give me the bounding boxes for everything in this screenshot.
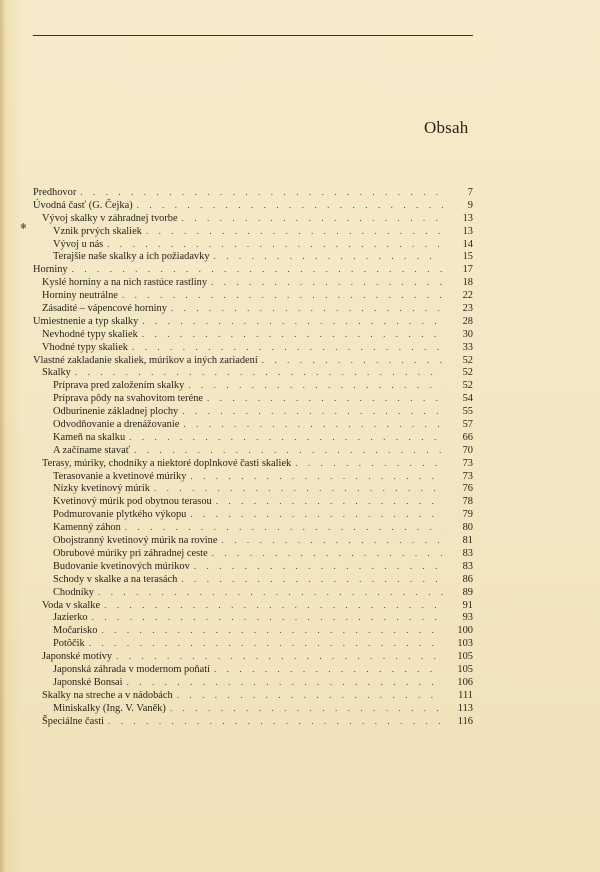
toc-entry-label: Nízky kvetinový múrik (53, 483, 150, 495)
toc-entry (33, 250, 473, 263)
toc-dot-leader (80, 186, 443, 199)
toc-entry-page-number: 103 (457, 638, 473, 650)
toc-entry-label: Obojstranný kvetinový múrik na rovine (53, 535, 218, 547)
toc-entry-row (53, 560, 473, 574)
toc-entry (33, 289, 473, 302)
toc-dot-leader (127, 676, 443, 689)
toc-entry-row (53, 418, 473, 432)
toc-entry-page-number: 30 (462, 328, 473, 340)
toc-entry-label: Japonské Bonsai (53, 676, 123, 688)
toc-entry-page-number: 70 (462, 444, 473, 456)
toc-entry-label: Potôčik (53, 638, 85, 650)
toc-entry-page-number: 81 (462, 535, 473, 547)
toc-entry (33, 521, 473, 534)
toc-entry (33, 702, 473, 715)
toc-dot-leader (212, 547, 443, 560)
toc-entry-label: Predhovor (33, 187, 77, 198)
toc-entry-page-number: 79 (462, 509, 473, 521)
toc-entry-row (53, 586, 473, 600)
toc-entry (33, 715, 473, 728)
toc-entry-label: Terajšie naše skalky a ich požiadavky (53, 251, 210, 263)
toc-entry-page-number: 33 (462, 341, 473, 353)
toc-entry-row (53, 405, 473, 419)
toc-entry-row (42, 341, 473, 355)
toc-entry-label: Príprava pred založením skalky (53, 380, 185, 392)
toc-entry (33, 586, 473, 599)
toc-entry-row (53, 482, 473, 496)
toc-entry (33, 457, 473, 470)
toc-entry-row (33, 263, 473, 277)
toc-entry-label: Močarisko (53, 625, 98, 637)
toc-entry-page-number: 52 (462, 380, 473, 392)
toc-dot-leader (108, 715, 443, 728)
toc-entry-row (42, 212, 473, 226)
toc-entry-page-number: 83 (462, 560, 473, 572)
toc-entry-row (53, 637, 473, 651)
toc-entry-page-number: 52 (462, 367, 473, 379)
toc-entry-row (42, 599, 473, 613)
toc-entry-row (53, 250, 473, 264)
toc-entry-label: Chodníky (53, 586, 94, 598)
toc-dot-leader (116, 650, 443, 663)
toc-entry (33, 650, 473, 663)
toc-entry-row (53, 470, 473, 484)
toc-entry-label: Kamenný záhon (53, 522, 121, 534)
toc-entry-row (42, 650, 473, 664)
toc-entry-row (53, 431, 473, 445)
toc-dot-leader (134, 444, 443, 457)
toc-entry (33, 611, 473, 624)
toc-entry (33, 508, 473, 521)
toc-entry-page-number: 17 (462, 264, 473, 276)
toc-dot-leader (122, 289, 443, 302)
toc-entry-label: Vývoj skalky v záhradnej tvorbe (42, 212, 178, 224)
toc-entry-label: Zásadité – vápencové horniny (42, 303, 167, 315)
toc-entry-label: Vhodné typy skaliek (42, 341, 128, 353)
toc-entry-page-number: 91 (462, 599, 473, 611)
toc-entry-page-number: 52 (462, 354, 473, 366)
toc-dot-leader (101, 624, 443, 637)
toc-entry-page-number: 86 (462, 573, 473, 585)
toc-entry-label: Miniskalky (Ing. V. Vaněk) (53, 702, 166, 714)
toc-entry-page-number: 73 (462, 457, 473, 469)
toc-dot-leader (194, 560, 443, 573)
toc-dot-leader (262, 354, 443, 367)
toc-entry-label: Obrubové múriky pri záhradnej ceste (53, 547, 208, 559)
toc-entry-page-number: 100 (457, 625, 473, 637)
toc-entry (33, 431, 473, 444)
toc-entry-row (42, 276, 473, 290)
toc-entry-label: Horniny neutrálne (42, 290, 118, 302)
toc-entry-label: Japonská záhrada v modernom poňatí (53, 663, 210, 675)
toc-entry-page-number: 73 (462, 470, 473, 482)
toc-entry-page-number: 66 (462, 431, 473, 443)
toc-dot-leader (92, 611, 443, 624)
toc-entry (33, 624, 473, 637)
toc-entry (33, 573, 473, 586)
toc-entry-page-number: 78 (462, 496, 473, 508)
toc-dot-leader (182, 212, 443, 225)
toc-entry (33, 199, 473, 212)
toc-entry-row (53, 611, 473, 625)
toc-entry-row (42, 366, 473, 380)
toc-dot-leader (125, 521, 443, 534)
toc-entry (33, 302, 473, 315)
toc-entry-label: Vlastné zakladanie skaliek, múrikov a iných zariadení (33, 354, 258, 366)
toc-entry-row (53, 392, 473, 406)
toc-entry (33, 637, 473, 650)
toc-dot-leader (75, 366, 443, 379)
toc-entry-row (33, 186, 473, 200)
toc-entry-row (33, 199, 473, 213)
toc-dot-leader (188, 379, 443, 392)
toc-entry-page-number: 13 (462, 225, 473, 237)
toc-entry-row (53, 663, 473, 677)
toc-entry (33, 392, 473, 405)
ink-speck-decoration: ✱ (20, 222, 27, 231)
toc-entry-row (53, 225, 473, 239)
toc-entry (33, 238, 473, 251)
toc-entry-row (42, 457, 473, 471)
toc-entry-label: Terasy, múriky, chodníky a niektoré doplnkové časti skaliek (42, 457, 292, 469)
toc-entry-label: Kameň na skalku (53, 431, 126, 443)
toc-entry (33, 663, 473, 676)
toc-entry-page-number: 23 (462, 303, 473, 315)
toc-entry-page-number: 54 (462, 393, 473, 405)
toc-entry-label: Špeciálne časti (42, 715, 105, 727)
toc-entry-label: Budovanie kvetinových múrikov (53, 560, 190, 572)
toc-entry-page-number: 111 (458, 689, 473, 701)
toc-entry-page-number: 83 (462, 547, 473, 559)
toc-entry-label: A začíname stavať (53, 444, 131, 456)
page-title: Obsah (424, 118, 469, 137)
toc-entry-label: Nevhodné typy skaliek (42, 328, 138, 340)
toc-entry (33, 354, 473, 367)
toc-dot-leader (177, 689, 443, 702)
toc-entry-page-number: 9 (467, 199, 473, 211)
toc-entry-row (53, 547, 473, 561)
toc-dot-leader (171, 302, 443, 315)
toc-entry-label: Kyslé horniny a na nich rastúce rastliny (42, 277, 208, 289)
toc-entry-row (33, 315, 473, 329)
toc-entry-row (53, 702, 473, 716)
toc-dot-leader (104, 599, 443, 612)
toc-entry-row (53, 676, 473, 690)
toc-entry-label: Umiestnenie a typ skalky (33, 315, 139, 327)
toc-entry (33, 676, 473, 689)
toc-entry-row (53, 534, 473, 548)
toc-entry-row (53, 495, 473, 509)
toc-entry (33, 186, 473, 199)
toc-entry (33, 366, 473, 379)
toc-entry-row (42, 289, 473, 303)
toc-entry-label: Odvodňovanie a drenážovanie (53, 419, 180, 431)
toc-dot-leader (98, 586, 443, 599)
toc-entry-page-number: 76 (462, 483, 473, 495)
toc-entry-row (53, 238, 473, 252)
toc-entry (33, 560, 473, 573)
toc-dot-leader (190, 508, 443, 521)
toc-entry (33, 547, 473, 560)
toc-entry (33, 341, 473, 354)
toc-entry (33, 444, 473, 457)
toc-entry-page-number: 13 (462, 212, 473, 224)
toc-dot-leader (190, 470, 443, 483)
toc-entry-label: Kvetinový múrik pod obytnou terasou (53, 496, 212, 508)
toc-entry-page-number: 105 (457, 651, 473, 663)
toc-entry-label: Skalky (42, 367, 71, 379)
toc-entry-page-number: 113 (457, 702, 473, 714)
toc-entry-label: Podmurovanie plytkého výkopu (53, 509, 187, 521)
toc-entry (33, 599, 473, 612)
toc-entry-label: Skalky na streche a v nádobách (42, 689, 173, 701)
toc-dot-leader (207, 392, 443, 405)
toc-entry (33, 470, 473, 483)
toc-entry-label: Príprava pôdy na svahovitom teréne (53, 393, 204, 405)
toc-dot-leader (142, 315, 443, 328)
toc-entry-page-number: 105 (457, 663, 473, 675)
toc-entry-page-number: 22 (462, 290, 473, 302)
toc-dot-leader (170, 702, 443, 715)
toc-entry (33, 495, 473, 508)
toc-dot-leader (154, 482, 443, 495)
toc-dot-leader (216, 495, 443, 508)
toc-entry-page-number: 18 (462, 277, 473, 289)
toc-entry-page-number: 93 (462, 612, 473, 624)
toc-entry-label: Japonské motívy (42, 651, 113, 663)
toc-entry-page-number: 7 (467, 187, 473, 198)
toc-entry (33, 315, 473, 328)
toc-entry-label: Vznik prvých skaliek (53, 225, 142, 237)
toc-entry-page-number: 14 (462, 238, 473, 250)
toc-entry-row (53, 379, 473, 393)
toc-entry (33, 263, 473, 276)
toc-entry-row (42, 302, 473, 316)
toc-entry-row (53, 573, 473, 587)
toc-entry-label: Jazierko (53, 612, 88, 624)
toc-dot-leader (137, 199, 443, 212)
toc-entry (33, 689, 473, 702)
toc-entry-label: Odburinenie základnej plochy (53, 406, 179, 418)
toc-dot-leader (214, 663, 443, 676)
toc-entry-page-number: 116 (457, 715, 473, 727)
toc-entry-row (53, 521, 473, 535)
toc-dot-leader (182, 405, 443, 418)
toc-dot-leader (146, 225, 443, 238)
toc-entry-label: Schody v skalke a na terasách (53, 573, 178, 585)
toc-entry (33, 482, 473, 495)
toc-entry-row (42, 689, 473, 703)
toc-entry (33, 405, 473, 418)
toc-entry-page-number: 89 (462, 586, 473, 598)
toc-dot-leader (107, 238, 443, 251)
toc-entry (33, 212, 473, 225)
toc-entry-row (53, 508, 473, 522)
toc-entry-page-number: 15 (462, 251, 473, 263)
toc-dot-leader (183, 418, 443, 431)
toc-dot-leader (222, 534, 444, 547)
toc-entry (33, 328, 473, 341)
toc-entry (33, 276, 473, 289)
toc-entry-row (33, 354, 473, 368)
toc-entry (33, 418, 473, 431)
toc-dot-leader (89, 637, 443, 650)
toc-entry (33, 379, 473, 392)
toc-entry (33, 225, 473, 238)
toc-entry-page-number: 57 (462, 419, 473, 431)
toc-entry-label: Úvodná časť (G. Čejka) (33, 199, 133, 211)
toc-dot-leader (129, 431, 443, 444)
toc-dot-leader (132, 341, 443, 354)
toc-dot-leader (142, 328, 443, 341)
toc-dot-leader (214, 250, 443, 263)
toc-entry-page-number: 80 (462, 522, 473, 534)
top-rule (33, 35, 473, 36)
toc-entry-page-number: 28 (462, 315, 473, 327)
toc-entry-label: Vývoj u nás (53, 238, 104, 250)
toc-entry-row (42, 715, 473, 729)
table-of-contents (33, 186, 473, 727)
toc-entry-page-number: 55 (462, 406, 473, 418)
toc-entry-row (53, 624, 473, 638)
toc-dot-leader (211, 276, 443, 289)
toc-entry (33, 534, 473, 547)
toc-entry-label: Horniny (33, 264, 68, 276)
toc-entry-label: Voda v skalke (42, 599, 101, 611)
toc-entry-row (42, 328, 473, 342)
toc-dot-leader (72, 263, 443, 276)
toc-entry-page-number: 106 (457, 676, 473, 688)
toc-dot-leader (181, 573, 443, 586)
toc-entry-label: Terasovanie a kvetinové múriky (53, 470, 187, 482)
toc-entry-row (53, 444, 473, 458)
toc-dot-leader (295, 457, 443, 470)
